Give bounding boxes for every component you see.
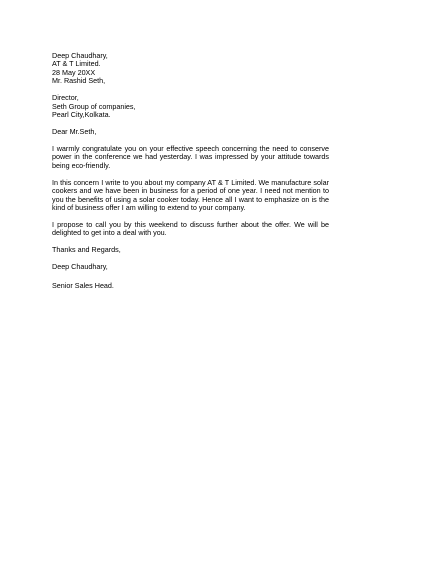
recipient-organization: Seth Group of companies,: [52, 101, 136, 111]
sender-block: [52, 52, 329, 86]
sender-name: Deep Chaudhary,: [52, 51, 108, 60]
business-letter: [52, 52, 329, 291]
recipient-title: Director,: [52, 93, 79, 103]
closing: Thanks and Regards,: [52, 245, 121, 255]
recipient-name: Mr. Rashid Seth,: [52, 76, 106, 86]
salutation: Dear Mr.Seth,: [52, 127, 97, 137]
body-paragraph-3: I propose to call you by this weekend to discuss further about the offer. We will be delighted to get into a deal with you.: [52, 220, 329, 238]
recipient-address: Pearl City,Kolkata.: [52, 110, 111, 120]
signature-name: Deep Chaudhary,: [52, 262, 108, 272]
letter-date: 28 May 20XX: [52, 67, 96, 77]
body-paragraph-2: In this concern I write to you about my company AT & T Limited. We manufacture solar cookers and we have been in business for a period of one year. I need not mention to you the benefits of using a solar cooker today. Hence all I want to emphasize on is the kind of business offer I am willing to extend to your company.: [52, 177, 329, 213]
recipient-block: [52, 94, 329, 119]
sender-company: AT & T Limited.: [52, 59, 101, 69]
body-paragraph-1: I warmly congratulate you on your effective speech concerning the need to conserve power in the conference we had yesterday. I was impressed by your attitude towards being eco-friendly.: [52, 144, 329, 170]
signature-title: Senior Sales Head.: [52, 281, 114, 291]
letter-body: [52, 145, 329, 238]
